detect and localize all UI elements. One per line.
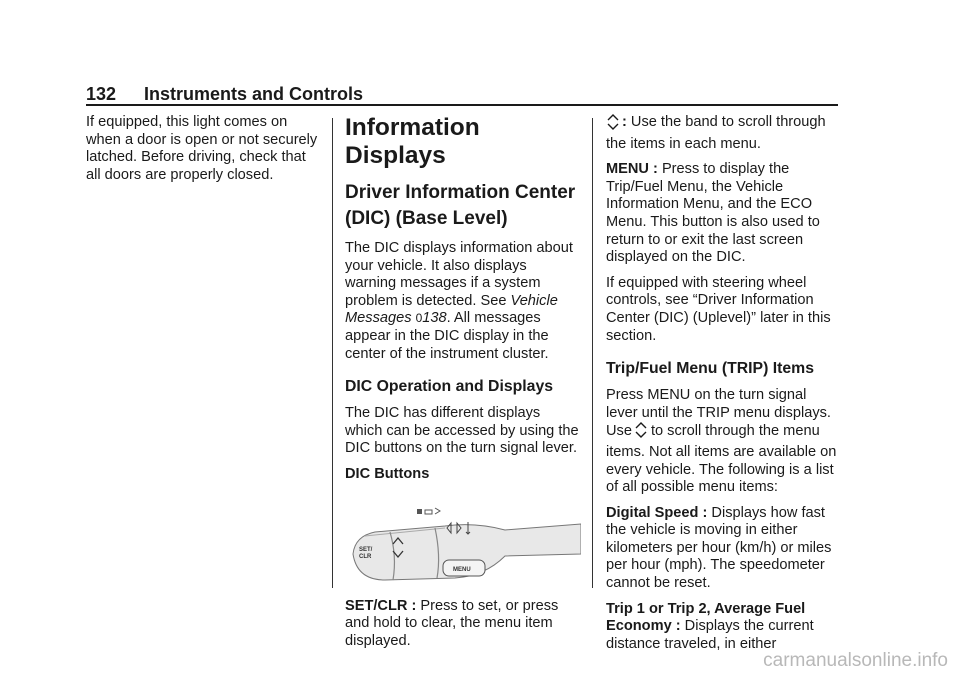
scroll-band-description: : Use the band to scroll through the items in each menu. (606, 114, 826, 152)
column-divider-1 (332, 118, 333, 588)
column-2 (345, 114, 581, 658)
page-ref-number[interactable]: 138 (422, 310, 447, 327)
steering-controls-paragraph: If equipped with steering wheel controls, see “Driver Information Center (DIC) (Uplevel)” later in this section. (606, 274, 831, 344)
menu-description: MENU : Press to display the Trip/Fuel Menu, the Vehicle Information Menu, and the ECO Menu. This button is also used to return to or exit the last screen displayed on the DIC. (606, 161, 820, 266)
dic-buttons-figure (345, 498, 581, 590)
scroll-band-icon-inline (634, 422, 648, 444)
turn-signal-lever-illustration (345, 498, 581, 590)
digital-speed-description: Digital Speed : Displays how fast the vehicle is moving in either kilometers per hour (km/h) or miles per hour (mph). The speedometer cannot be reset. (606, 504, 832, 592)
column-divider-2 (592, 118, 593, 588)
door-light-paragraph: If equipped, this light comes on when a door is open or not securely latched. Before driving, check that all doors are properly closed. (86, 114, 318, 183)
light-icon (417, 509, 422, 514)
dic-intro-paragraph: The DIC displays information about your vehicle. It also displays warning messages if a system problem is detected. See Vehicle Messages 0138. All messages appear in the DIC display in the center of the instrument cluster. (345, 240, 573, 362)
svg-text:CLR: CLR (359, 553, 372, 560)
vehicle-messages-link[interactable]: Vehicle Messages (345, 292, 558, 327)
dic-operation-paragraph: The DIC has different displays which can be accessed by using the DIC buttons on the turn signal lever. (345, 405, 579, 457)
menu-button-label: MENU (453, 566, 471, 573)
scroll-band-icon (606, 114, 620, 136)
heading-information-displays: Information Displays (345, 114, 480, 169)
trip-menu-paragraph-1: Press MENU on the turn signal lever until the TRIP menu displays. (606, 387, 831, 421)
dic-buttons-label: DIC Buttons (345, 465, 430, 482)
trip-fuel-economy-description: Trip 1 or Trip 2, Average Fuel Economy : Displays the current distance traveled, in either (606, 600, 814, 652)
watermark: carmanualsonline.info (763, 650, 948, 671)
trip-menu-paragraph-2: Use to scroll through the menu items. Not all items are available on every vehicle. The following is a list of all possible menu items: (606, 423, 837, 496)
page-header (86, 84, 838, 106)
heading-dic-operation: DIC Operation and Displays (345, 378, 554, 396)
page-number: 132 (86, 84, 117, 104)
set-clr-description: SET/CLR : Press to set, or press and hold to clear, the menu item displayed. (345, 597, 559, 649)
column-3 (606, 114, 840, 661)
set-clr-button-label: SET/ (359, 546, 373, 553)
section-title: Instruments and Controls (144, 84, 364, 104)
column-1 (86, 114, 322, 192)
page-ref-icon: 0 (415, 311, 423, 326)
heading-dic-base-level: Driver Information Center (DIC) (Base Level) (345, 182, 576, 229)
heading-trip-fuel-menu: Trip/Fuel Menu (TRIP) Items (606, 360, 815, 378)
header-rule (86, 104, 838, 106)
